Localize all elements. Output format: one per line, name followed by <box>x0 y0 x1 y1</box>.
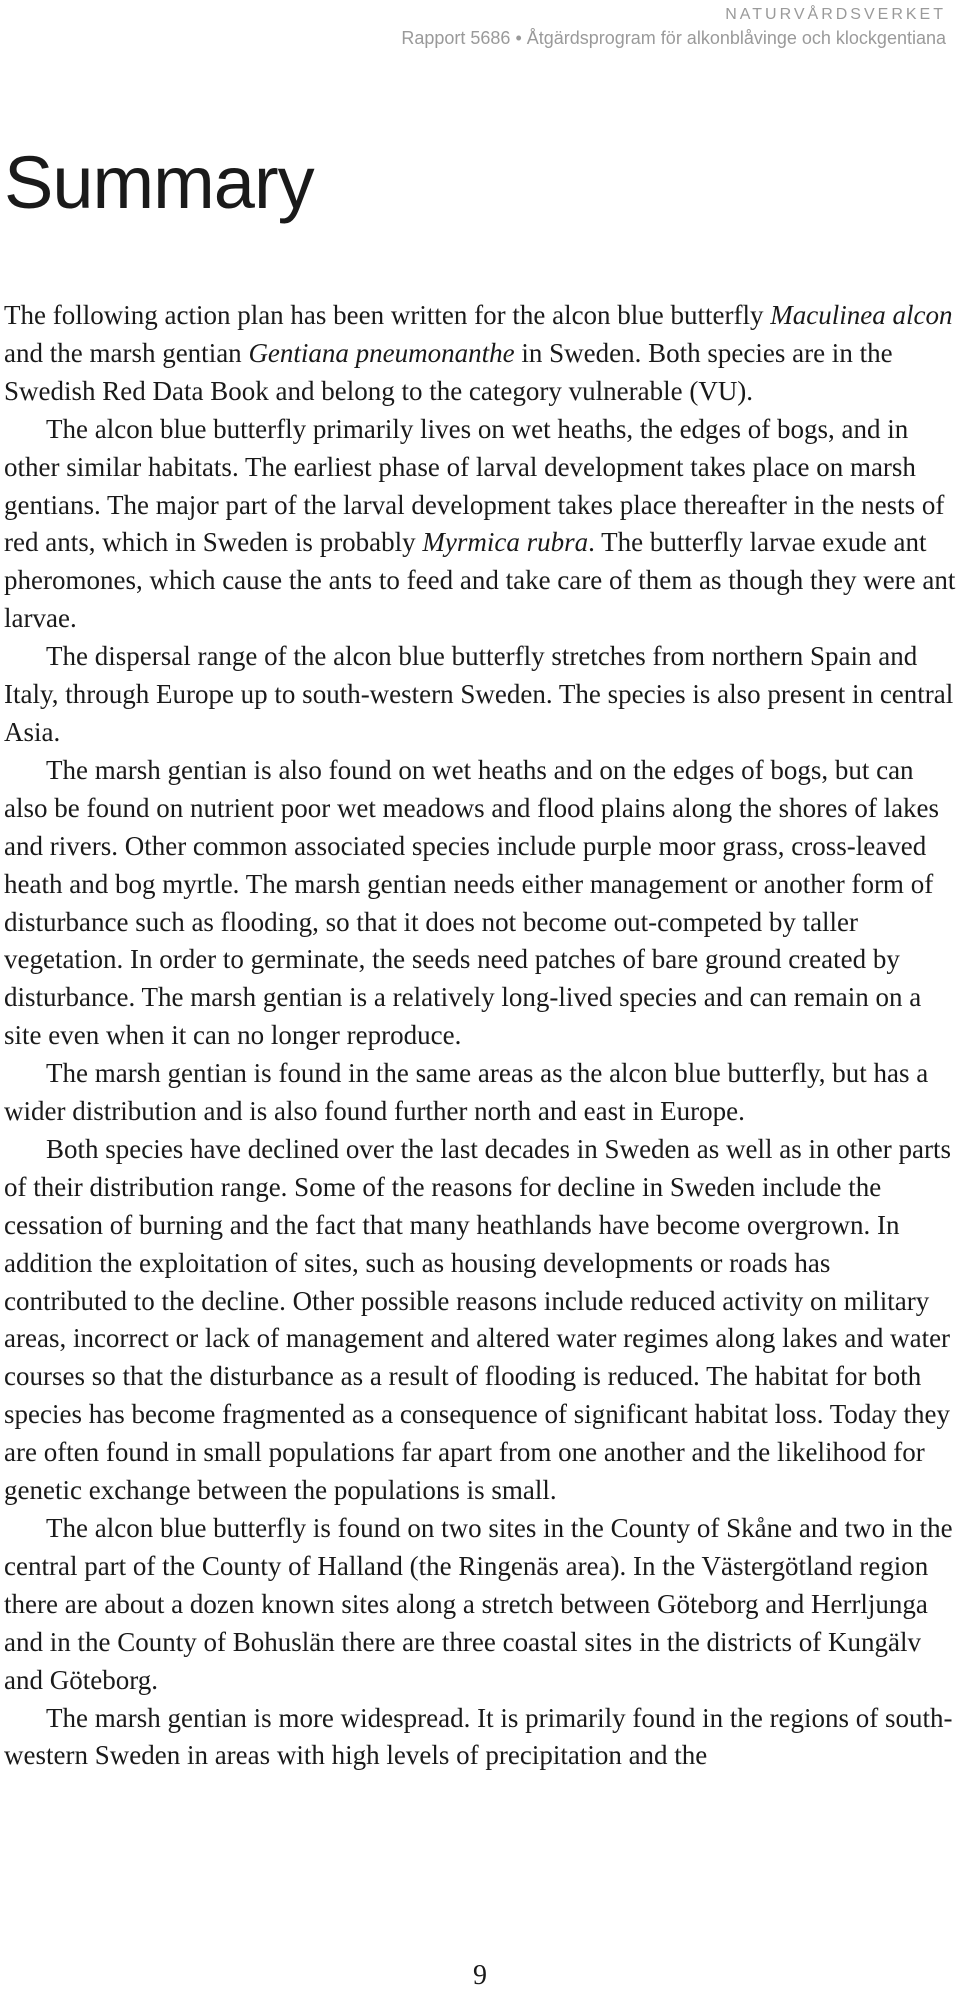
paragraph-1-text-a: The following action plan has been written for the alcon blue butterfly <box>4 300 771 330</box>
header-report-line: Rapport 5686 • Åtgärdsprogram för alkonblåvinge och klockgentiana <box>401 28 946 48</box>
paragraph-1-text-b: and the marsh gentian <box>4 337 249 368</box>
species-name-myrmica-rubra: Myrmica rubra <box>422 527 589 558</box>
species-name-maculinea-alcon: Maculinea alcon <box>770 300 953 330</box>
paragraph-2-text-a: The alcon blue butterfly primarily lives on wet heaths, the edges of bogs, and in other similar habitats. The earliest phase of larval development takes place on marsh gentians. The major part of the larval development takes place thereafter in the nests of red ants, which in Sweden is probably <box>4 413 945 558</box>
running-header <box>401 4 946 50</box>
paragraph-3: The dispersal range of the alcon blue butterfly stretches from northern Spain and Italy, through Europe up to south-western Sweden. The species is also present in central Asia. <box>4 641 954 747</box>
species-name-gentiana-pneumonanthe: Gentiana pneumonanthe <box>248 337 515 368</box>
paragraph-7: The alcon blue butterfly is found on two sites in the County of Skåne and two in the central part of the County of Halland (the Ringenäs area). In the Västergötland region there are about a dozen known sites along a stretch between Göteborg and Herrljunga and in the County of Bohuslän there are three coastal sites in the districts of Kungälv and Göteborg. <box>4 1513 953 1695</box>
paragraph-8: The marsh gentian is more widespread. It is primarily found in the regions of south-western Sweden in areas with high levels of precipitation and the <box>4 1702 953 1771</box>
paragraph-4: The marsh gentian is also found on wet heaths and on the edges of bogs, but can also be found on nutrient poor wet meadows and flood plains along the shores of lakes and rivers. Other common associated species include purple moor grass, cross-leaved heath and bog myrtle. The marsh gentian needs either management or another form of disturbance such as flooding, so that it does not become out-competed by taller vegetation. In order to germinate, the seeds need patches of bare ground created by disturbance. The marsh gentian is a relatively long-lived species and can remain on a site even when it can no longer reproduce. <box>4 754 940 1051</box>
page-title: Summary <box>4 141 314 224</box>
paragraph-2-text-b: . The butterfly larvae exude ant pheromones, which cause the ants to feed and take care of them as though they were ant larvae. <box>4 527 956 634</box>
paragraph-1-text-c: in Sweden. Both species are in the Swedish Red Data Book and belong to the category vulnerable (VU). <box>4 337 893 406</box>
header-organization: NATURVÅRDSVERKET <box>725 6 946 23</box>
paragraph-5: The marsh gentian is found in the same areas as the alcon blue butterfly, but has a wider distribution and is also found further north and east in Europe. <box>4 1058 929 1127</box>
paragraph-1 <box>4 297 956 411</box>
paragraph-2 <box>4 411 956 638</box>
page-number: 9 <box>473 1960 487 1991</box>
paragraph-6: Both species have declined over the last decades in Sweden as well as in other parts of their distribution range. Some of the reasons for decline in Sweden include the cessation of burning and the fact that many heathlands have become overgrown. In addition the exploitation of sites, such as housing developments or roads has contributed to the decline. Other possible reasons include reduced activity on military areas, incorrect or lack of management and altered water regimes along lakes and water courses so that the disturbance as a result of flooding is reduced. The habitat for both species has become fragmented as a consequence of significant habitat loss. Today they are often found in small populations far apart from one another and the likelihood for genetic exchange between the populations is small. <box>4 1133 951 1506</box>
summary-body <box>4 297 956 1775</box>
